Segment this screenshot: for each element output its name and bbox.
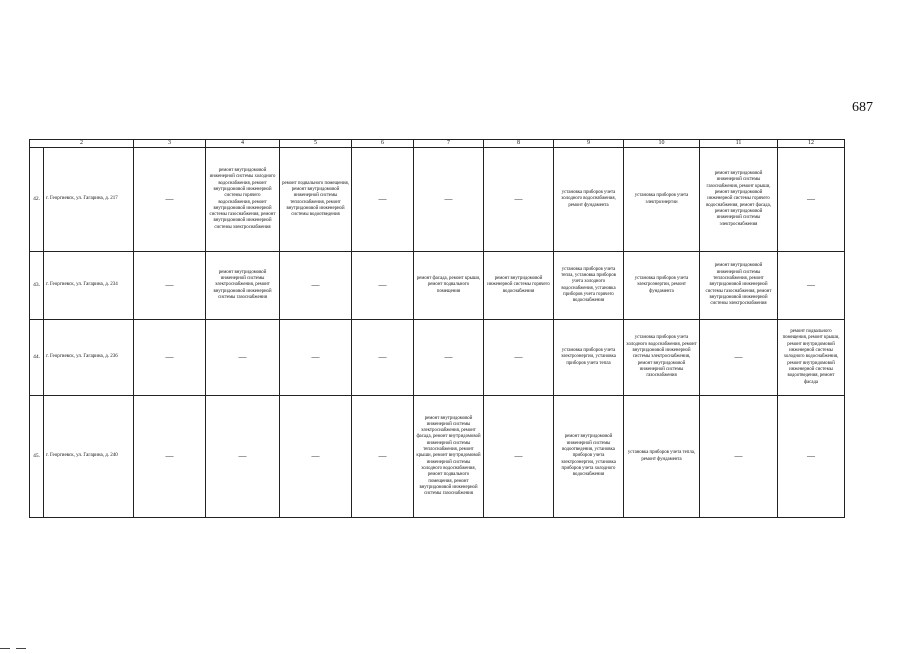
work-cell: ремонт внутридомовой инженерной системы горячего водоснабжения: [484, 252, 554, 320]
work-cell: —: [134, 148, 206, 252]
work-cell: установка приборов учета холодного водоснабжения, ремонт фундамента: [554, 148, 624, 252]
work-cell: —: [700, 396, 778, 518]
work-cell: ремонт подвального помещения, ремонт внутридомовой инженерной системы теплоснабжения, ремонт внутридомовой инженерной системы водоотведения: [280, 148, 352, 252]
work-cell: —: [414, 320, 484, 396]
work-cell: установка приборов учета электроэнергии, ремонт фундамента: [624, 252, 700, 320]
work-cell: —: [700, 320, 778, 396]
column-number-header: 7: [414, 140, 484, 148]
work-cell: установка приборов учета тепла, установка приборов учета холодного водоснабжения, установка приборов учета горячего водоснабжения: [554, 252, 624, 320]
page-number: 687: [852, 100, 873, 115]
table-row: [30, 396, 845, 518]
row-number: 45.: [30, 396, 44, 518]
work-cell: —: [352, 396, 414, 518]
work-cell: —: [352, 252, 414, 320]
work-cell: —: [484, 320, 554, 396]
table-row: [30, 252, 845, 320]
column-number-header: 3: [134, 140, 206, 148]
work-cell: —: [414, 148, 484, 252]
work-cell: ремонт подвального помещения, ремонт крыши, ремонт внутридомовой инженерной системы холодного водоснабжения, ремонт внутридомовой инженерной системы водоотведения, ремонт фасада: [778, 320, 845, 396]
work-cell: ремонт внутридомовой инженерной системы теплоснабжения, ремонт внутридомовой инженерной системы газоснабжения, ремонт внутридомовой инженерной системы электроснабжения: [700, 252, 778, 320]
work-cell: —: [778, 148, 845, 252]
work-cell: —: [778, 252, 845, 320]
column-number-header: 6: [352, 140, 414, 148]
work-cell: —: [280, 252, 352, 320]
column-number-header: 12: [778, 140, 845, 148]
work-cell: ремонт внутридомовой инженерной системы электроснабжения, ремонт внутридомовой инженерной системы газоснабжения: [206, 252, 280, 320]
work-cell: —: [280, 396, 352, 518]
work-cell: установка приборов учета электроэнергии, установка приборов учета тепла: [554, 320, 624, 396]
table-row: [30, 320, 845, 396]
work-cell: ремонт внутридомовой инженерной системы электроснабжения, ремонт фасада, ремонт внутридомовой инженерной системы теплоснабжения, ремонт крыши, ремонт внутридомовой инженерной системы холодного водоснабжения, ремонт подвального помещения, ремонт внутридомовой инженерной системы газоснабжения: [414, 396, 484, 518]
work-cell: —: [206, 396, 280, 518]
column-number-header: 9: [554, 140, 624, 148]
work-cell: ремонт внутридомовой инженерной системы холодного водоснабжения, ремонт внутридомовой инженерной системы горячего водоснабжения, ремонт внутридомовой инженерной системы газоснабжения, ремонт внутридомовой инженерной системы электроснабжения: [206, 148, 280, 252]
address-cell: г. Георгиевск, ул. Гагарина, д. 234: [44, 252, 134, 320]
column-number-header: 10: [624, 140, 700, 148]
work-cell: установка приборов учета тепла, ремонт фундамента: [624, 396, 700, 518]
work-cell: —: [206, 320, 280, 396]
work-cell: —: [134, 320, 206, 396]
column-number-header: 5: [280, 140, 352, 148]
column-number-header: 2: [30, 140, 134, 148]
scan-artifact: [0, 636, 60, 638]
work-cell: установка приборов учета электроэнергии: [624, 148, 700, 252]
work-cell: —: [778, 396, 845, 518]
row-number: 42.: [30, 148, 44, 252]
table-row: [30, 148, 845, 252]
column-number-header: 11: [700, 140, 778, 148]
column-number-header: 8: [484, 140, 554, 148]
work-cell: ремонт фасада, ремонт крыши, ремонт подвального помещения: [414, 252, 484, 320]
column-number-header: 4: [206, 140, 280, 148]
work-cell: —: [134, 252, 206, 320]
work-cell: установка приборов учета холодного водоснабжения, ремонт внутридомовой инженерной системы электроснабжения, ремонт внутридомовой инженерной системы газоснабжения: [624, 320, 700, 396]
address-cell: г. Георгиевск, ул. Гагарина, д. 236: [44, 320, 134, 396]
work-cell: —: [280, 320, 352, 396]
address-cell: г. Георгиевск, ул. Гагарина, д. 240: [44, 396, 134, 518]
work-cell: ремонт внутридомовой инженерной системы газоснабжения, ремонт крыши, ремонт внутридомовой инженерной системы горячего водоснабжения, ремонт фасада, ремонт внутридомовой инженерной системы электроснабжения: [700, 148, 778, 252]
row-number: 44.: [30, 320, 44, 396]
work-cell: —: [134, 396, 206, 518]
work-cell: —: [484, 396, 554, 518]
work-cell: —: [352, 320, 414, 396]
row-number: 43.: [30, 252, 44, 320]
work-cell: —: [484, 148, 554, 252]
column-number-row: [30, 140, 845, 148]
work-cell: ремонт внутридомовой инженерной системы водоотведения, установка приборов учета электроэнергии, установка приборов учета холодного водоснабжения: [554, 396, 624, 518]
repair-schedule-table: [29, 139, 845, 518]
address-cell: г. Георгиевск, ул. Гагарина, д. 217: [44, 148, 134, 252]
work-cell: —: [352, 148, 414, 252]
